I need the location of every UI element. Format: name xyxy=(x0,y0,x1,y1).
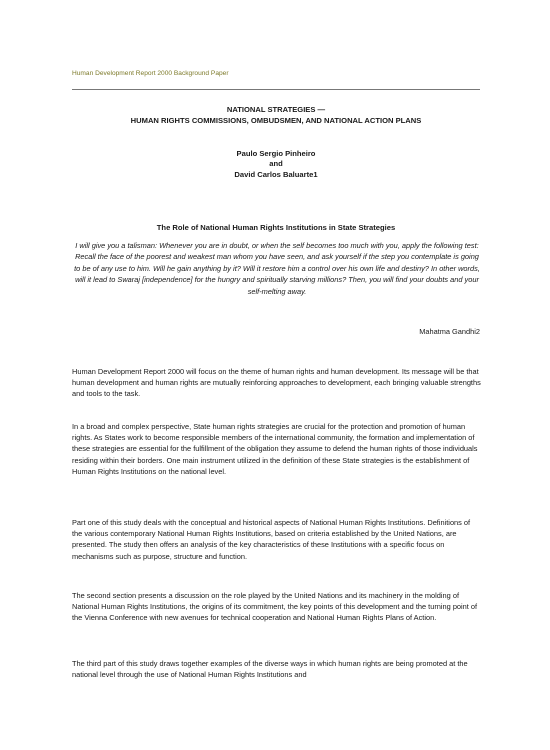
paragraph-5-text: The third part of this study draws together examples of the diverse ways in which human rights are being promoted at the national level through the use of National Human Rights Institutions and xyxy=(72,659,468,680)
running-header: Human Development Report 2000 Background Paper xyxy=(72,70,229,77)
paragraph-2 xyxy=(72,421,482,477)
paragraph-4 xyxy=(72,590,482,624)
paragraph-2-text: In a broad and complex perspective, State human rights strategies are crucial for the protection and promotion of human rights. As States work to become responsible members of the international community, the formation and implementation of these strategies are essential for the fulfillment of the obligation they assume to defend the human rights of those individuals residing within their borders. One main instrument utilized in the definition of these State strategies is the establishment of Human Rights Institutions on the national level. xyxy=(72,422,478,476)
document-title xyxy=(72,105,480,126)
epigraph-attribution: Mahatma Gandhi2 xyxy=(419,327,480,336)
paragraph-1 xyxy=(72,366,482,400)
paragraph-4-text: The second section presents a discussion on the role played by the United Nations and its machinery in the molding of National Human Rights Institutions, the origins of its commitment, the key points of this development and the turning point of the Vienna Conference with new avenues for technical cooperation and National Human Rights Plans of Action. xyxy=(72,591,478,623)
epigraph-quote: I will give you a talisman: Whenever you are in doubt, or when the self becomes too much with you, apply the following test: Recall the face of the poorest and weakest man whom you have seen, and ask yourself if the step you contemplate is going to be of any use to him. Will he gain anything by it? Will it restore him a control over his own life and destiny? In other words, will it lead to Swaraj [independence] for the hungry and spiritually starving millions? Then, you will find your doubts and your self-melting away. xyxy=(74,241,480,296)
author-1: Paulo Sergio Pinheiro xyxy=(236,149,316,158)
paragraph-3-text: Part one of this study deals with the conceptual and historical aspects of National Human Rights Institutions. Definitions of the various contemporary National Human Rights Institutions, based on criteria established by the United Nations, are presented. The study then offers an analysis of the key characteristics of these Institutions with a specific focus on mechanisms such as purpose, structure and function. xyxy=(72,518,471,561)
paragraph-5 xyxy=(72,658,482,680)
paragraph-1-text: Human Development Report 2000 will focus on the theme of human rights and human development. Its message will be that human development and human rights are mutually reinforcing approaches to development, each bringing valuable strengths and tools to the task. xyxy=(72,367,481,399)
header-rule xyxy=(72,89,480,90)
section-heading: The Role of National Human Rights Institutions in State Strategies xyxy=(156,223,396,232)
title-line-1: NATIONAL STRATEGIES — xyxy=(226,105,326,114)
title-line-2: HUMAN RIGHTS COMMISSIONS, OMBUDSMEN, AND NATIONAL ACTION PLANS xyxy=(130,115,422,125)
author-2: David Carlos Baluarte1 xyxy=(234,169,318,179)
paragraph-3 xyxy=(72,517,482,562)
author-block xyxy=(72,149,480,180)
author-connector: and xyxy=(269,159,283,169)
